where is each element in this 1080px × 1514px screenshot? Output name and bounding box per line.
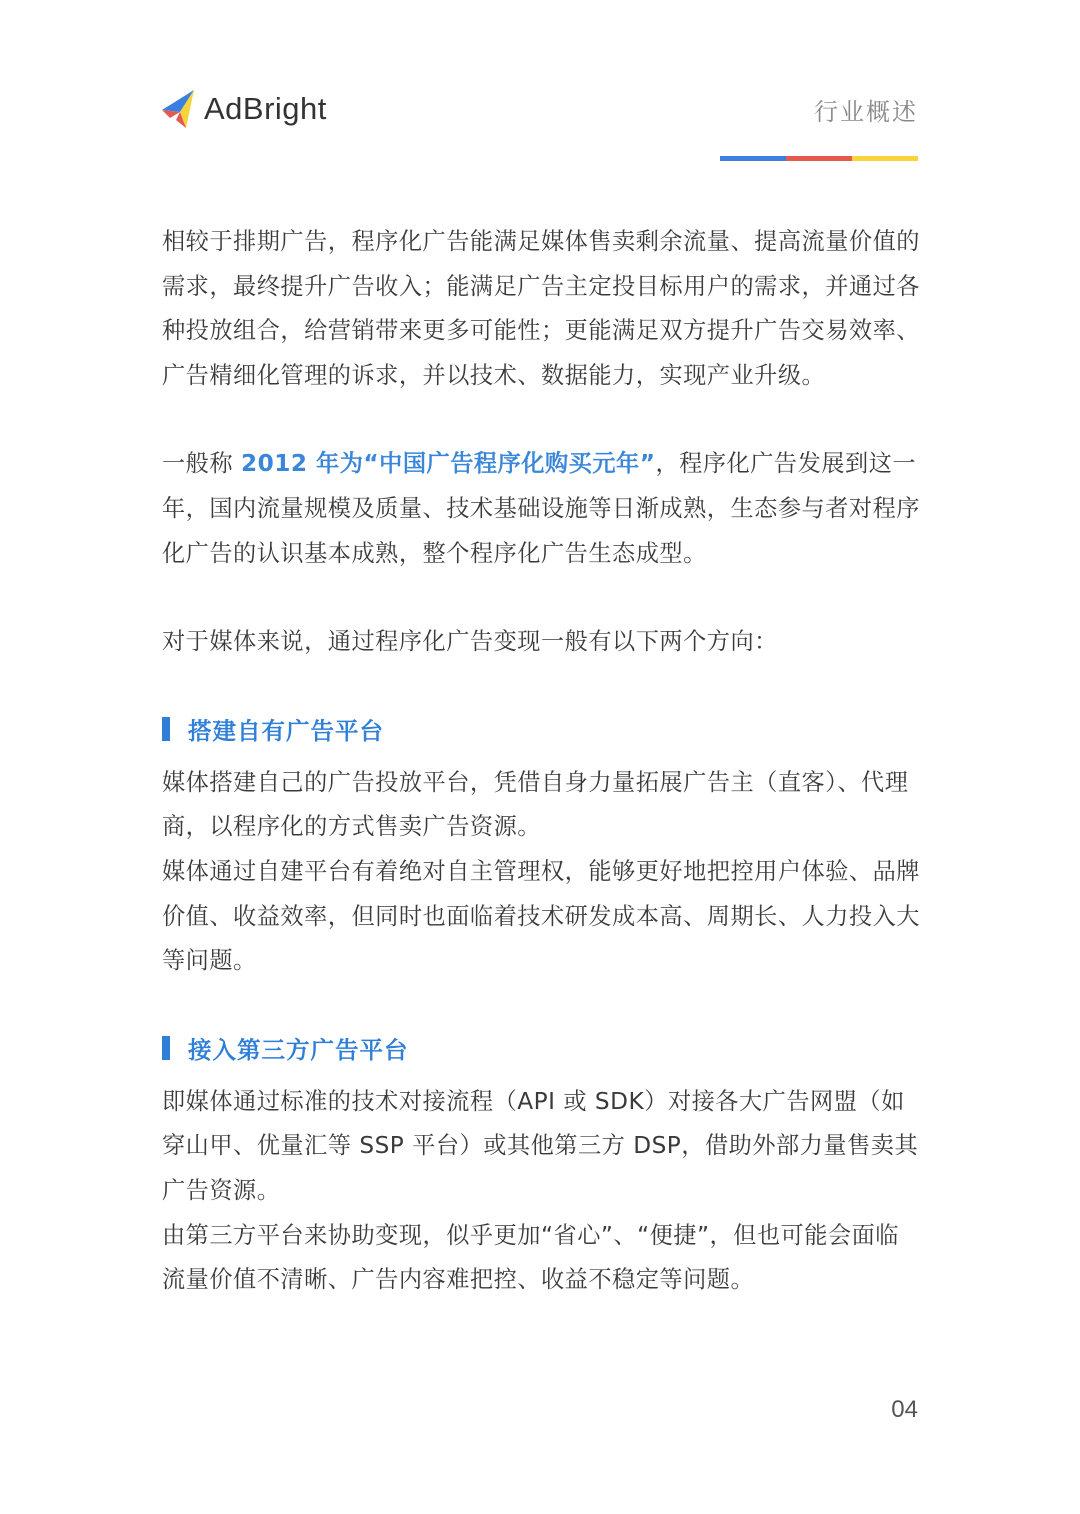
adbright-logo	[160, 88, 327, 130]
color-bar-blue	[720, 156, 786, 161]
history-suffix: ，程序化广告发展到这一年，国内流量规模及质量、技术基础设施等日渐成熟，生态参与者对程序化广告的认识基本成熟，整个程序化广告生态成型。	[162, 450, 920, 567]
heading-marker	[162, 1036, 170, 1060]
section-label: 行业概述	[814, 98, 918, 126]
color-bar-yellow	[852, 156, 918, 161]
directions-paragraph: 对于媒体来说，通过程序化广告变现一般有以下两个方向：	[162, 628, 778, 656]
heading-marker	[162, 717, 170, 741]
page-number: 04	[891, 1396, 918, 1423]
section-heading-third-party	[162, 1026, 922, 1070]
page-content	[162, 220, 922, 1303]
history-paragraph	[162, 442, 922, 576]
logo-text: AdBright	[204, 91, 327, 126]
intro-paragraph: 相较于排期广告，程序化广告能满足媒体售卖剩余流量、提高流量价值的需求，最终提升广告收入；能满足广告主定投目标用户的需求，并通过各种投放组合，给营销带来更多可能性；更能满足双方提升广告交易效率、广告精细化管理的诉求，并以技术、数据能力，实现产业升级。	[162, 228, 920, 389]
history-prefix: 一般称	[162, 450, 241, 478]
section-heading-text: 接入第三方广告平台	[188, 1035, 409, 1064]
own-platform-paragraph-2: 媒体通过自建平台有着绝对自主管理权，能够更好地把控用户体验、品牌价值、收益效率，但同时也面临着技术研发成本高、周期长、人力投入大等问题。	[162, 857, 920, 975]
own-platform-paragraph-1: 媒体搭建自己的广告投放平台，凭借自身力量拓展广告主（直客）、代理商，以程序化的方式售卖广告资源。	[162, 768, 909, 841]
section-heading-own-platform	[162, 707, 922, 751]
third-party-paragraph-1: 即媒体通过标准的技术对接流程（API 或 SDK）对接各大广告网盟（如穿山甲、优量汇等 SSP 平台）或其他第三方 DSP，借助外部力量售卖其广告资源。	[162, 1087, 919, 1204]
history-highlight: 2012 年为“中国广告程序化购买元年”	[240, 450, 656, 478]
section-heading-text: 搭建自有广告平台	[188, 716, 384, 745]
color-bar-red	[786, 156, 852, 161]
paper-plane-logo-icon	[160, 88, 198, 130]
page-header	[0, 0, 1080, 170]
third-party-paragraph-2: 由第三方平台来协助变现，似乎更加“省心”、“便捷”，但也可能会面临流量价值不清晰、广告内容难把控、收益不稳定等问题。	[162, 1221, 899, 1294]
header-color-bar	[720, 156, 918, 161]
